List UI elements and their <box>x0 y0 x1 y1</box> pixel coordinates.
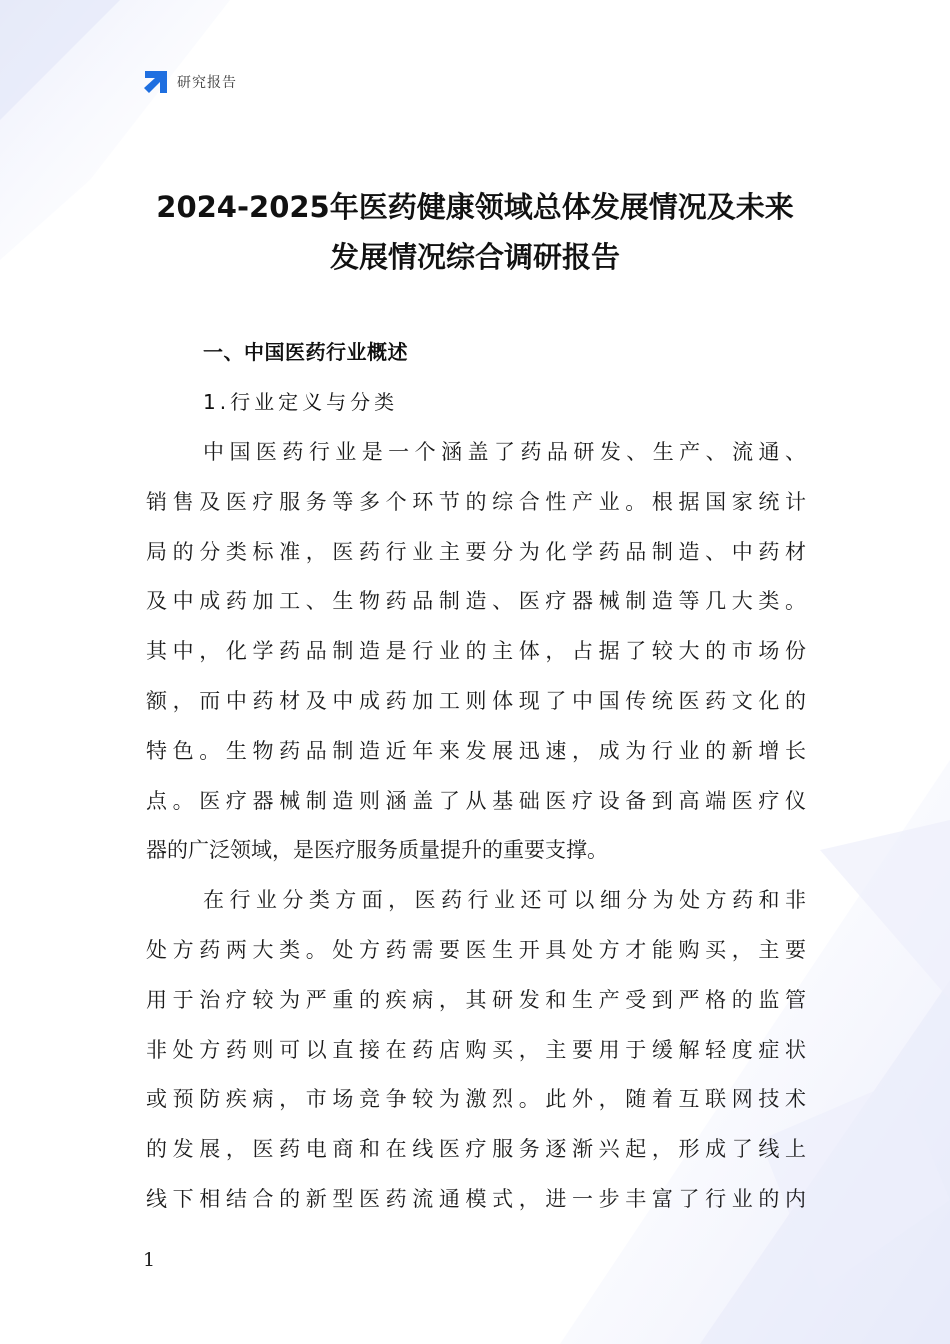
title-line-1: 2024-2025年医药健康领域总体发展情况及未来 <box>156 190 794 224</box>
paragraph-line: 额，而中药材及中成药加工则体现了中国传统医药文化的 <box>146 688 806 713</box>
paragraph-line: 局的分类标准，医药行业主要分为化学药品制造、中药材 <box>146 539 806 564</box>
paragraph-line: 用于治疗较为严重的疾病，其研发和生产受到严格的监管 <box>146 987 806 1012</box>
paragraph-line: 销售及医疗服务等多个环节的综合性产业。根据国家统计 <box>146 489 806 514</box>
paragraph-line: 处方药两大类。处方药需要医生开具处方才能购买，主要 <box>146 937 806 962</box>
paragraph-line: 特色。生物药品制造近年来发展迅速，成为行业的新增长 <box>146 738 806 763</box>
document-title <box>130 182 820 282</box>
paragraph-line: 点。医疗器械制造则涵盖了从基础医疗设备到高端医疗仪 <box>146 788 806 813</box>
paragraph-line: 的发展，医药电商和在线医疗服务逐渐兴起，形成了线上 <box>146 1137 806 1162</box>
paragraph-line: 器的广泛领域，是医疗服务质量提升的重要支撑。 <box>146 838 608 863</box>
paragraph <box>146 432 806 880</box>
paragraph-line: 或预防疾病，市场竞争较为激烈。此外，随着互联网技术 <box>146 1087 806 1112</box>
paragraph <box>146 880 806 1229</box>
title-line-2: 发展情况综合调研报告 <box>329 240 620 274</box>
paragraph-line: 非处方药则可以直接在药店购买，主要用于缓解轻度症状 <box>146 1037 806 1062</box>
paragraph-line: 线下相结合的新型医药流通模式，进一步丰富了行业的内 <box>146 1186 806 1211</box>
paragraph-line: 其中，化学药品制造是行业的主体，占据了较大的市场份 <box>146 639 806 664</box>
paragraph-line: 在行业分类方面，医药行业还可以细分为处方药和非 <box>203 888 806 913</box>
paragraph-line: 及中成药加工、生物药品制造、医疗器械制造等几大类。 <box>146 589 806 614</box>
report-header <box>143 68 237 96</box>
header-label: 研究报告 <box>177 75 237 91</box>
page-number: 1 <box>143 1249 156 1271</box>
section-heading: 一、中国医药行业概述 <box>203 340 408 364</box>
arrow-logo-icon <box>143 69 169 95</box>
paragraph-line: 中国医药行业是一个涵盖了药品研发、生产、流通、 <box>203 440 806 464</box>
document-body <box>146 332 806 1229</box>
sub-heading: 1.行业定义与分类 <box>203 390 399 414</box>
